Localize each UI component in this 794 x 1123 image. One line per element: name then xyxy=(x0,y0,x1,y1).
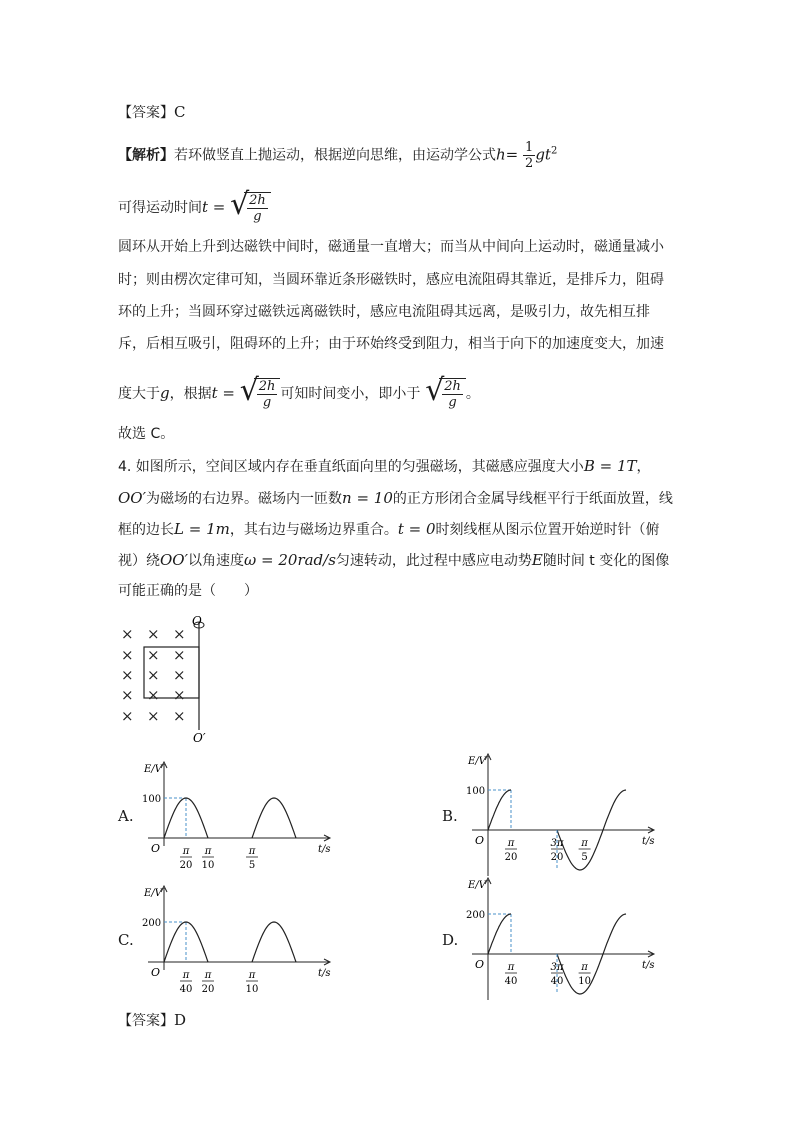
x-axis-label: t/s xyxy=(642,836,655,847)
sqrt-expr-2: √ $\frac{2h}{g}$ xyxy=(240,378,281,410)
option-C-label: C. xyxy=(118,931,134,949)
cross-mark: × xyxy=(147,707,160,725)
label-O-prime: O′ xyxy=(193,731,206,745)
analysis-text-2: 可得运动时间 xyxy=(118,200,202,216)
answer2-label: 【答案】 xyxy=(118,1013,174,1029)
analysis-label: 【解析】 xyxy=(118,147,174,164)
para5-a: 度大于 xyxy=(118,386,160,402)
peak-label: 200 xyxy=(142,918,162,929)
para-line-1: 圆环从开始上升到达磁铁中间时，磁通量一直增大；而当从中间向上运动时，磁通量减小 xyxy=(118,239,664,255)
y-axis-label: E/V xyxy=(468,756,486,767)
para-line-4: 斥，后相互吸引，阻碍环的上升；由于环始终受到阻力，相当于向下的加速度变大，加速 xyxy=(118,336,664,352)
x-axis-label: t/s xyxy=(318,844,331,855)
graph-option-C xyxy=(140,880,340,995)
q-line4-c: 匀速转动，此过程中感应电动势 xyxy=(335,553,532,569)
analysis-line-2: 可得运动时间t = √ $\frac{2h}{g}$ xyxy=(118,192,271,224)
formula-gt: gt xyxy=(535,145,551,164)
q-line4-E: E xyxy=(531,551,543,569)
sqrt-num-2: 2h xyxy=(258,379,276,394)
para5-t: t xyxy=(211,384,218,402)
question-line-5: 可能正确的是（ ） xyxy=(118,583,258,599)
tick-label-num: π xyxy=(581,838,588,849)
q-line2-a: 为磁场的右边界。磁场内一匝数 xyxy=(146,491,343,507)
cross-mark: × xyxy=(147,646,160,664)
cross-mark: × xyxy=(121,625,134,643)
tick-label-den: 40 xyxy=(550,976,564,987)
tick-label-den: 10 xyxy=(201,860,215,871)
formula-h: h xyxy=(496,145,506,164)
cross-mark: × xyxy=(173,666,186,684)
option-D-label: D. xyxy=(442,931,459,949)
option-B-label: B. xyxy=(442,807,458,825)
tick-label-num: π xyxy=(182,846,190,857)
answer-value: C xyxy=(174,103,186,121)
t-var: t xyxy=(202,198,209,216)
q-line2-math: OO′ xyxy=(118,489,147,507)
origin-label: O xyxy=(475,958,485,971)
origin-label: O xyxy=(151,966,161,979)
cross-mark: × xyxy=(121,646,134,664)
answer-label: 【答案】 xyxy=(118,105,174,121)
answer2-line xyxy=(118,1010,186,1031)
q-line3-L: L = 1m xyxy=(174,520,230,538)
tick-label-den: 40 xyxy=(504,976,518,987)
formula-eq: = xyxy=(505,145,519,164)
q-line4-d: 随时间 t 变化的图像 xyxy=(542,553,670,569)
y-axis-label: E/V xyxy=(144,888,162,899)
tick-label-den: 10 xyxy=(245,984,259,995)
question-line-2 xyxy=(118,488,673,509)
tick-label-den: 20 xyxy=(504,852,518,863)
question-line-3 xyxy=(118,519,660,540)
analysis-text-1: 若环做竖直上抛运动，根据逆向思维，由运动学公式 xyxy=(174,147,496,164)
cross-mark: × xyxy=(147,666,160,684)
frac-den: 2 xyxy=(525,156,534,171)
tick-label-den: 5 xyxy=(581,852,588,863)
cross-mark: × xyxy=(173,646,186,664)
tick-label-num: π xyxy=(507,962,515,973)
option-A-label: A. xyxy=(118,807,134,825)
sqrt-expr-3: √ $\frac{2h}{g}$ xyxy=(425,378,466,410)
tick-label-num: π xyxy=(248,846,256,857)
q-line4-a: 视）绕 xyxy=(118,553,160,569)
peak-label: 100 xyxy=(466,786,486,797)
answer2-value: D xyxy=(174,1011,187,1029)
origin-label: O xyxy=(151,842,161,855)
y-axis-label: E/V xyxy=(144,764,162,775)
cross-grid xyxy=(121,625,186,725)
emf-curve xyxy=(164,922,296,962)
q-line4-OO: OO′ xyxy=(160,551,189,569)
q-line1-math: B = 1T xyxy=(583,457,637,475)
cross-mark: × xyxy=(121,666,134,684)
cross-mark: × xyxy=(121,686,134,704)
formula-half xyxy=(523,140,535,171)
graph-option-B xyxy=(464,748,664,878)
peak-label: 100 xyxy=(142,794,162,805)
x-axis-label: t/s xyxy=(642,960,655,971)
tick-label-num: 3π xyxy=(550,962,564,973)
tick-label-num: π xyxy=(182,970,190,981)
analysis-line-1 xyxy=(118,140,557,171)
q-line3-a: 框的边长 xyxy=(118,522,174,538)
x-axis-label: t/s xyxy=(318,968,331,979)
q-line1-text: 4. 如图所示，空间区域内存在垂直纸面向里的匀强磁场，其磁感应强度大小 xyxy=(118,459,584,475)
label-O: O xyxy=(192,614,202,628)
question-line-4 xyxy=(118,550,669,571)
q-line1-end: ， xyxy=(636,459,651,475)
tick-label-den: 20 xyxy=(201,984,215,995)
conclusion: 故选 C。 xyxy=(118,426,175,442)
tick-label-den: 10 xyxy=(578,976,591,987)
graph-option-D xyxy=(464,872,664,1002)
sqrt-den: g xyxy=(253,209,262,224)
tick-label-num: 3π xyxy=(550,838,564,849)
sqrt-num: 2h xyxy=(249,193,266,208)
q-line2-b: 的正方形闭合金属导线框平行于纸面放置，线 xyxy=(392,491,673,507)
tick-label-den: 20 xyxy=(179,860,193,871)
cross-mark: × xyxy=(173,625,186,643)
sqrt-den-2: g xyxy=(262,395,272,410)
para5-d: 。 xyxy=(465,386,480,402)
sqrt-num-3: 2h xyxy=(444,379,461,394)
q-line4-b: 以角速度 xyxy=(188,553,245,569)
question-line-1 xyxy=(118,456,651,477)
answer-line xyxy=(118,102,185,123)
tick-label-den: 40 xyxy=(179,984,193,995)
cross-mark: × xyxy=(173,686,186,704)
q-line3-t: t = 0 xyxy=(397,520,436,538)
cross-mark: × xyxy=(121,707,134,725)
tick-label-num: π xyxy=(507,838,515,849)
para-line-5: 度大于g，根据t = √ $\frac{2h}{g}$ 可知时间变小，即小于 √ $\frac{2h}{g}$ 。 xyxy=(118,373,480,410)
para-line-2: 时；则由楞次定律可知，当圆环靠近条形磁铁时，感应电流阻碍其靠近，是排斥力，阻碍 xyxy=(118,272,664,288)
para-line-3: 环的上升；当圆环穿过磁铁远离磁铁时，感应电流阻碍其远离，是吸引力，故先相互排 xyxy=(118,304,650,320)
sqrt-expr: √ $\frac{2h}{g}$ xyxy=(230,192,271,224)
para5-b: ，根据 xyxy=(169,386,212,402)
q-line3-b: ，其右边与磁场边界重合。 xyxy=(229,522,398,538)
emf-curve xyxy=(164,798,296,838)
frac-num: 1 xyxy=(525,140,534,155)
para5-g: g xyxy=(160,384,170,402)
q-line4-w: ω = 20rad/s xyxy=(244,551,336,569)
q-line3-c: 时刻线框从图示位置开始逆时针（俯 xyxy=(435,522,660,538)
formula-exp: 2 xyxy=(550,145,558,157)
tick-label-den: 20 xyxy=(550,852,564,863)
graph-option-A xyxy=(140,756,340,871)
tick-label-num: π xyxy=(248,970,256,981)
field-figure xyxy=(112,612,222,747)
q-line2-n: n = 10 xyxy=(342,489,393,507)
tick-label-den: 5 xyxy=(248,860,256,871)
tick-label-num: π xyxy=(204,846,212,857)
cross-mark: × xyxy=(173,707,186,725)
tick-label-num: π xyxy=(581,962,588,973)
y-axis-label: E/V xyxy=(468,880,486,891)
cross-mark: × xyxy=(147,686,160,704)
sqrt-den-3: g xyxy=(448,395,457,410)
tick-label-num: π xyxy=(204,970,212,981)
origin-label: O xyxy=(475,834,485,847)
peak-label: 200 xyxy=(466,910,486,921)
cross-mark: × xyxy=(147,625,160,643)
para5-c: 可知时间变小，即小于 xyxy=(280,386,421,402)
